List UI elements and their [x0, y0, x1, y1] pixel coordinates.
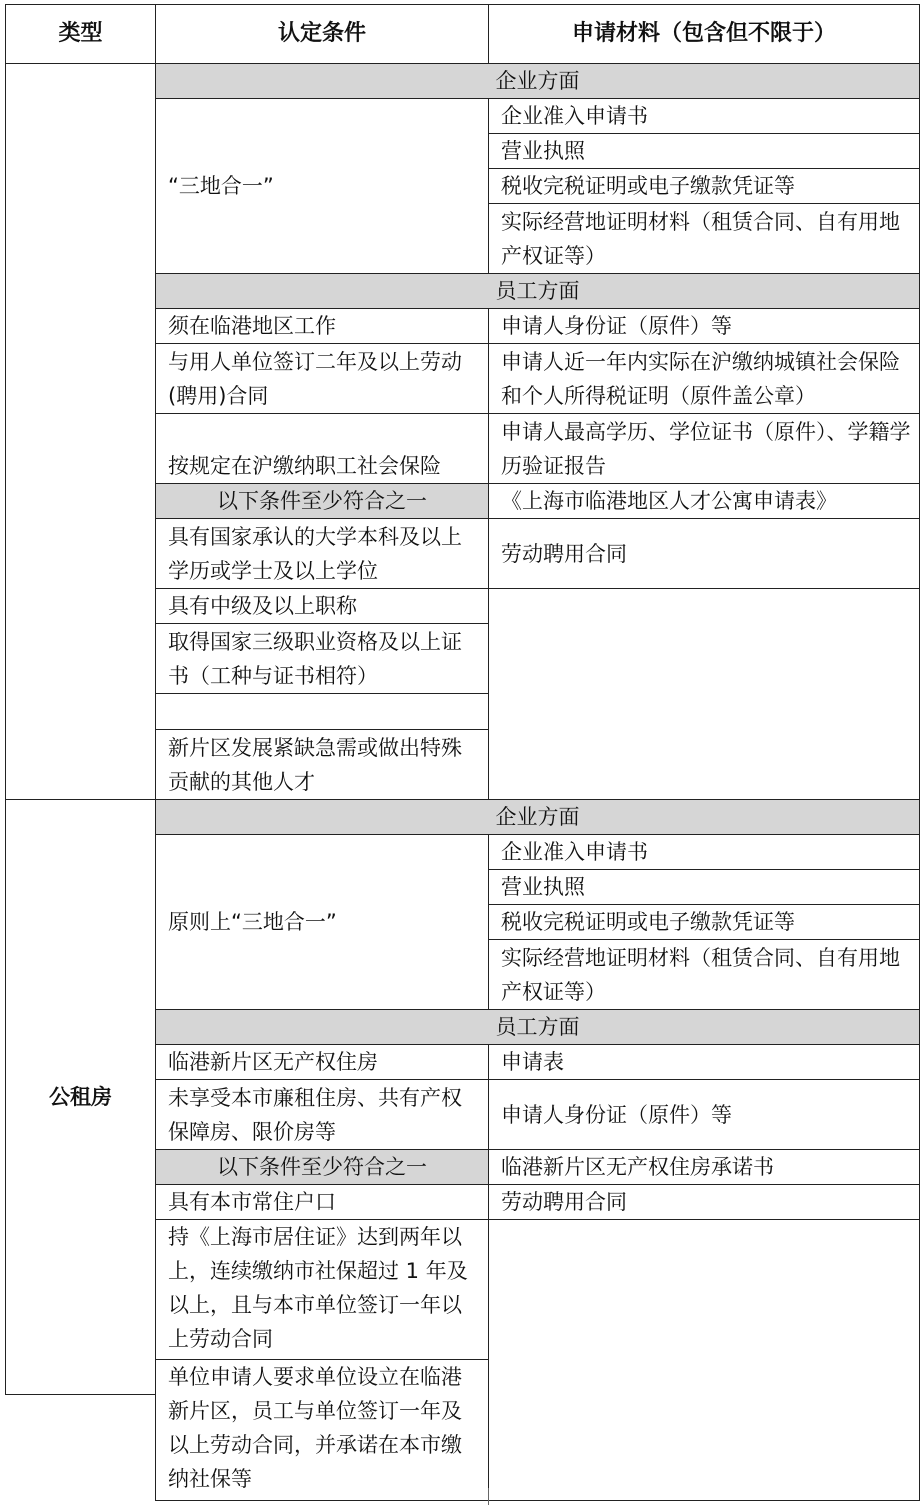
section1-optional-condition: 具有国家承认的大学本科及以上学历或学士及以上学位 — [156, 519, 489, 589]
section1-optional-condition: 新片区发展紧缺急需或做出特殊贡献的其他人才 — [156, 730, 489, 800]
section2-employee-heading: 员工方面 — [156, 1010, 920, 1045]
section1-optional-condition — [156, 694, 489, 730]
section2-enterprise-material: 税收完税证明或电子缴款凭证等 — [489, 905, 920, 940]
empty-material-cell — [489, 589, 920, 800]
section2-enterprise-condition: 原则上“三地合一” — [156, 835, 489, 1010]
section1-employee-material: 申请人身份证（原件）等 — [489, 309, 920, 344]
section2-employee-condition: 临港新片区无产权住房 — [156, 1045, 489, 1080]
section2-optional-condition: 持《上海市居住证》达到两年以上，连续缴纳市社保超过 1 年及以上，且与本市单位签订一年以上劳动合同 — [156, 1220, 489, 1360]
section2-employee-material: 申请表 — [489, 1045, 920, 1080]
section2-employee-material: 劳动聘用合同 — [489, 1185, 920, 1220]
section1-at-least-one: 以下条件至少符合之一 — [156, 484, 489, 519]
section1-enterprise-material: 税收完税证明或电子缴款凭证等 — [489, 169, 920, 204]
header-conditions: 认定条件 — [156, 5, 489, 64]
section2-enterprise-material: 营业执照 — [489, 870, 920, 905]
table-header-row — [6, 5, 920, 64]
section1-enterprise-heading-row — [6, 64, 920, 99]
section1-employee-condition: 与用人单位签订二年及以上劳动(聘用)合同 — [156, 344, 489, 414]
section1-optional-condition: 具有中级及以上职称 — [156, 589, 489, 624]
section2-enterprise-material: 实际经营地证明材料（租赁合同、自有用地产权证等） — [489, 940, 920, 1010]
section2-optional-condition: 单位申请人要求单位设立在临港新片区，员工与单位签订一年及以上劳动合同，并承诺在本市缴纳社保等 — [156, 1360, 489, 1501]
section1-type-cell — [6, 64, 156, 800]
section2-employee-condition: 未享受本市廉租住房、共有产权保障房、限价房等 — [156, 1080, 489, 1150]
section1-employee-condition: 按规定在沪缴纳职工社会保险 — [156, 414, 489, 484]
section2-enterprise-heading: 企业方面 — [156, 800, 920, 835]
empty-material-cell — [489, 1220, 920, 1501]
section2-optional-condition: 具有本市常住户口 — [156, 1185, 489, 1220]
section1-employee-material: 《上海市临港地区人才公寓申请表》 — [489, 484, 920, 519]
section1-employee-condition: 须在临港地区工作 — [156, 309, 489, 344]
section1-enterprise-heading: 企业方面 — [156, 64, 920, 99]
section1-enterprise-material: 实际经营地证明材料（租赁合同、自有用地产权证等） — [489, 204, 920, 274]
section2-employee-material: 申请人身份证（原件）等 — [489, 1080, 920, 1150]
section1-optional-condition: 取得国家三级职业资格及以上证书（工种与证书相符） — [156, 624, 489, 694]
section1-employee-material: 申请人最高学历、学位证书（原件）、学籍学历验证报告 — [489, 414, 920, 484]
section2-type-cell: 公租房 — [6, 800, 156, 1395]
header-materials: 申请材料（包含但不限于） — [489, 5, 920, 64]
header-type: 类型 — [6, 5, 156, 64]
housing-requirements-table — [5, 4, 920, 1501]
section1-employee-material: 劳动聘用合同 — [489, 519, 920, 589]
section2-at-least-one: 以下条件至少符合之一 — [156, 1150, 489, 1185]
page-edge-mark — [488, 1488, 489, 1505]
section1-employee-material: 申请人近一年内实际在沪缴纳城镇社会保险和个人所得税证明（原件盖公章） — [489, 344, 920, 414]
section1-enterprise-material: 企业准入申请书 — [489, 99, 920, 134]
section1-enterprise-condition: “三地合一” — [156, 99, 489, 274]
section2-enterprise-material: 企业准入申请书 — [489, 835, 920, 870]
section1-enterprise-material: 营业执照 — [489, 134, 920, 169]
section2-employee-material: 临港新片区无产权住房承诺书 — [489, 1150, 920, 1185]
section1-employee-heading: 员工方面 — [156, 274, 920, 309]
section2-enterprise-heading-row — [6, 800, 920, 835]
